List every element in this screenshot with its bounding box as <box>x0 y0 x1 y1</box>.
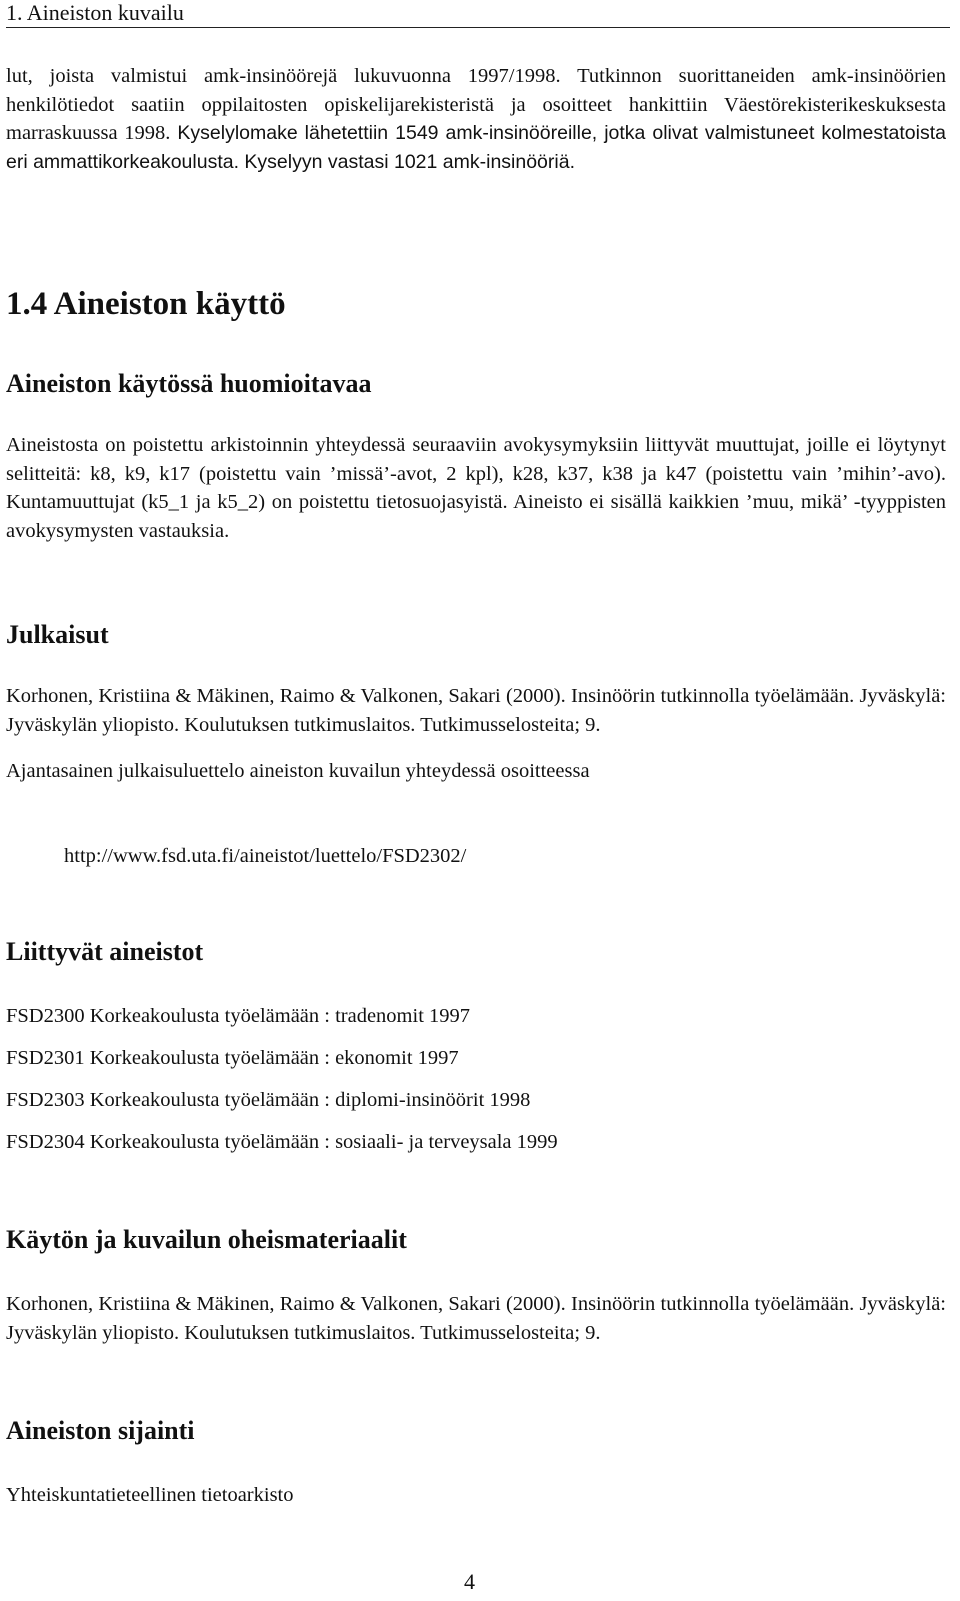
publication-list-paragraph: Ajantasainen julkaisuluettelo aineiston kuvailun yhteydessä osoitteessa <box>6 760 590 782</box>
section-heading: 1.4 Aineiston käyttö <box>6 286 286 322</box>
intro-text-part2: Kyselylomake lähetettiin 1549 amk-insinööreille, jotka olivat valmistuneet kolmestatoista eri ammattikorkeakoulusta. Kyselyyn vastasi 1021 amk-insinööriä. <box>6 122 946 173</box>
publication-url[interactable]: http://www.fsd.uta.fi/aineistot/luettelo/FSD2302/ <box>64 845 467 867</box>
page-number: 4 <box>464 1569 475 1594</box>
related-dataset-item: FSD2300 Korkeakoulusta työelämään : tradenomit 1997 <box>6 1005 471 1027</box>
publication-paragraph: Korhonen, Kristiina & Mäkinen, Raimo & Valkonen, Sakari (2000). Insinöörin tutkinnolla työelämään. Jyväskylä: Jyväskylän yliopisto. Koulutuksen tutkimuslaitos. Tutkimusselosteita; 9. <box>6 685 946 736</box>
materials-paragraph: Korhonen, Kristiina & Mäkinen, Raimo & Valkonen, Sakari (2000). Insinöörin tutkinnolla työelämään. Jyväskylä: Jyväskylän yliopisto. Koulutuksen tutkimuslaitos. Tutkimusselosteita; 9. <box>6 1293 946 1344</box>
related-dataset-item: FSD2303 Korkeakoulusta työelämään : diplomi-insinöörit 1998 <box>6 1089 531 1111</box>
related-dataset-item: FSD2304 Korkeakoulusta työelämään : sosiaali- ja terveysala 1999 <box>6 1131 558 1153</box>
subheading-materials: Käytön ja kuvailun oheismateriaalit <box>6 1225 407 1254</box>
location-text: Yhteiskuntatieteellinen tietoarkisto <box>6 1484 294 1506</box>
related-dataset-item: FSD2301 Korkeakoulusta työelämään : ekonomit 1997 <box>6 1047 459 1069</box>
subheading-related: Liittyvät aineistot <box>6 937 204 966</box>
considerations-paragraph: Aineistosta on poistettu arkistoinnin yhteydessä seuraaviin avokysymyksiin liittyvät muuttujat, joille ei löytynyt selitteitä: k8, k9, k17 (poistettu vain ’missä’-avot, 2 kpl), k28, k37, k38 ja k47 (poistettu vain ’mihin’-avo). Kuntamuuttujat (k5_1 ja k5_2) on poistettu tietosuojasyistä. Aineisto ei sisällä kaikkien ’muu, mikä’ -tyyppisten avokysymysten vastauksia. <box>6 434 946 542</box>
running-header: 1. Aineiston kuvailu <box>6 0 950 28</box>
subheading-publications: Julkaisut <box>6 620 109 649</box>
subheading-location: Aineiston sijainti <box>6 1416 195 1445</box>
intro-text-part1: lut, joista valmistui amk-insinöörejä lukuvuonna 1997/1998. Tutkinnon suorittaneiden amk-insinöörien henkilötiedot saatiin oppilaitosten opiskelijarekisteristä ja osoitteet hankittiin Väestörekisterikeskuksesta marraskuussa 1998. <box>6 65 946 144</box>
subheading-considerations: Aineiston käytössä huomioitavaa <box>6 369 372 398</box>
intro-paragraph <box>6 62 946 176</box>
